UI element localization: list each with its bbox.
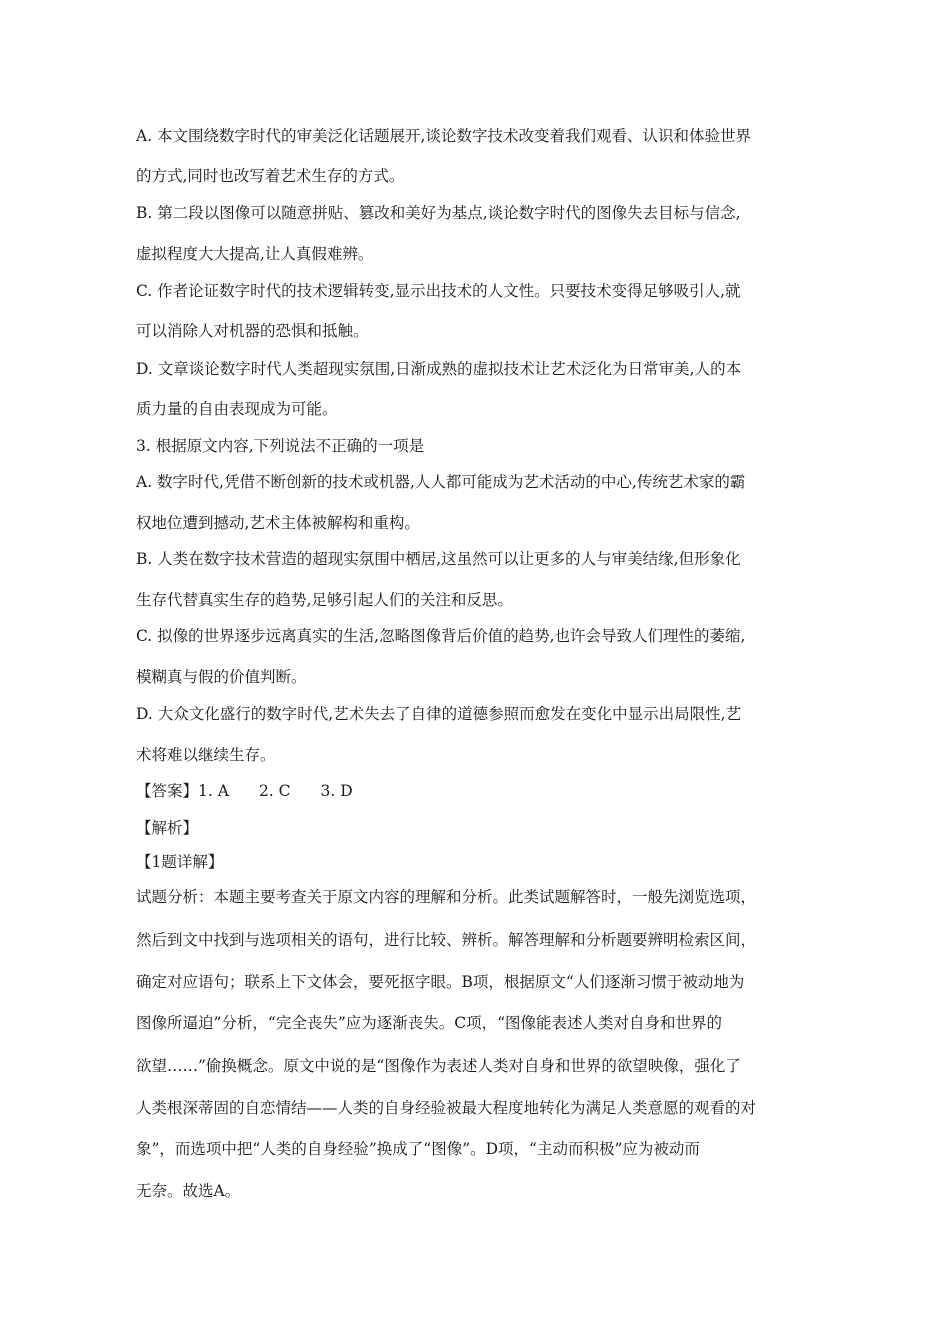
q2-option-d-line2: 质力量的自由表现成为可能。 <box>136 400 338 418</box>
q3-option-c-line1: C. 拟像的世界逐步远离真实的生活,忽略图像背后价值的趋势,也许会导致人们理性的萎缩, <box>136 627 746 645</box>
answer-label: 【答案】 <box>136 782 199 800</box>
q2-option-b-line1: B. 第二段以图像可以随意拼贴、篡改和美好为基点,谈论数字时代的图像失去目标与信念, <box>136 204 741 222</box>
q3-stem: 3. 根据原文内容,下列说法不正确的一项是 <box>136 437 425 455</box>
analysis-subheading: 【1题详解】 <box>136 853 224 871</box>
q3-option-a-line1: A. 数字时代,凭借不断创新的技术或机器,人人都可能成为艺术活动的中心,传统艺术家的霸 <box>136 473 746 491</box>
q3-option-d-line1: D. 大众文化盛行的数字时代,艺术失去了自律的道德参照而愈发在变化中显示出局限性,艺 <box>136 705 742 723</box>
q2-option-c-line1: C. 作者论证数字时代的技术逻辑转变,显示出技术的人文性。只要技术变得足够吸引人,就 <box>136 282 741 300</box>
analysis-line-5: 欲望……”偷换概念。原文中说的是“图像作为表述人类对自身和世界的欲望映像，强化了 <box>136 1057 741 1075</box>
q2-option-b-line2: 虚拟程度大大提高,让人真假难辨。 <box>136 245 374 263</box>
q2-option-a-line2: 的方式,同时也改写着艺术生存的方式。 <box>136 167 405 185</box>
answer-line <box>136 781 816 801</box>
q3-option-b-line2: 生存代替真实生存的趋势,足够引起人们的关注和反思。 <box>136 591 513 609</box>
q2-option-c-line2: 可以消除人对机器的恐惧和抵触。 <box>136 322 369 340</box>
analysis-line-1: 试题分析：本题主要考查关于原文内容的理解和分析。此类试题解答时，一般先浏览选项， <box>136 888 757 906</box>
q3-option-a-line2: 权地位遭到撼动,艺术主体被解构和重构。 <box>136 514 420 532</box>
analysis-line-8: 无奈。故选A。 <box>136 1182 241 1200</box>
q3-option-d-line2: 术将难以继续生存。 <box>136 746 276 764</box>
analysis-line-4: 图像所逼迫”分析，“完全丧失”应为逐渐丧失。C项，“图像能表述人类对自身和世界的 <box>136 1014 723 1032</box>
answer-1: 1. A <box>198 782 229 800</box>
analysis-line-6: 人类根深蒂固的自恋情结——人类的自身经验被最大程度地转化为满足人类意愿的观看的对 <box>136 1099 757 1117</box>
answer-3: 3. D <box>320 782 353 800</box>
analysis-line-2: 然后到文中找到与选项相关的语句，进行比较、辨析。解答理解和分析题要辨明检索区间， <box>136 931 757 949</box>
analysis-line-7: 象”，而选项中把“人类的自身经验”换成了“图像”。D项，“主动而积极”应为被动而 <box>136 1140 700 1158</box>
analysis-line-3: 确定对应语句；联系上下文体会，要死抠字眼。B项，根据原文“人们逐渐习惯于被动地为 <box>136 973 745 991</box>
answer-2: 2. C <box>258 782 291 800</box>
q3-option-b-line1: B. 人类在数字技术营造的超现实氛围中栖居,这虽然可以让更多的人与审美结缘,但形象化 <box>136 550 741 568</box>
analysis-heading: 【解析】 <box>136 819 199 837</box>
q2-option-d-line1: D. 文章谈论数字时代人类超现实氛围,日渐成熟的虚拟技术让艺术泛化为日常审美,人的本 <box>136 360 742 378</box>
q2-option-a-line1: A. 本文围绕数字时代的审美泛化话题展开,谈论数字技术改变着我们观看、认识和体验世界 <box>136 127 751 145</box>
q3-option-c-line2: 模糊真与假的价值判断。 <box>136 668 307 686</box>
